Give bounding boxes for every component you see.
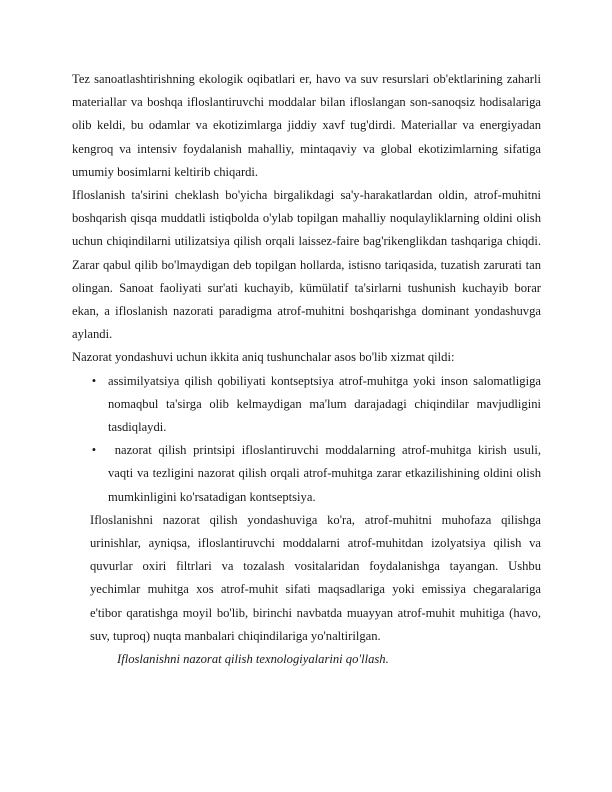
list-item — [72, 439, 545, 509]
paragraph-control-approach: Ifloslanishni nazorat qilish yondashuviga ko'ra, atrof-muhitni muhofaza qilishga urinishlar, ayniqsa, ifloslantiruvchi moddalarni atrof-muhitdan izolyatsiya qilish va quvurlar oxiri filtrlari va tozalash vositalaridan foydalanishga tayangan. Ushbu yechimlar muhitga xos atrof-muhit sifati maqsadlariga yoki emissiya chegaralariga e'tibor qaratishga moyil bo'lib, birinchi navbatda muayyan atrof-muhit muhitiga (havo, suv, tuproq) nuqta manbalari chiqindilariga yo'naltirilgan. — [90, 512, 541, 643]
bullet-icon: • — [91, 373, 97, 388]
section-heading: Ifloslanishni nazorat qilish texnologiyalarini qo'llash. — [117, 652, 389, 667]
paragraph-history: Ifloslanish ta'sirini cheklash bo'yicha birgalikdagi sa'y-harakatlardan oldin, atrof-muhitni boshqarish qisqa muddatli istiqbolda o'ylab topilgan mahalliy noqulayliklarning oldini olish uchun chiqindilarni utilizatsiya qilish orqali laissez-faire bag'rikenglikdan tashqariga chiqdi. Zarar qabul qilib bo'lmaydigan deb topilgan hollarda, istisno tariqasida, tuzatish zarurati tan olingan. Sanoat faoliyati sur'ati kuchayib, kümülatif ta'sirlarni tushunish kuchayib borar ekan, a ifloslanish nazorati paradigma atrof-muhitni boshqarishga dominant yondashuvga aylandi. — [72, 188, 541, 342]
paragraph-intro: Tez sanoatlashtirishning ekologik oqibatlari er, havo va suv resurslari ob'ektlarining zaharli materiallar va boshqa ifloslantiruvchi moddalar bilan ifloslangan son-sanoqsiz hodisalariga olib keldi, bu odamlar va ekotizimlarga jiddiy xavf tug'dirdi. Materiallar va energiyadan kengroq va intensiv foydalanish mahalliy, mintaqaviy va global ekotizimlarning sifatiga umumiy bosimlarni keltirib chiqardi. — [72, 72, 541, 179]
concepts-list — [72, 370, 545, 509]
list-item-text: assimilyatsiya qilish qobiliyati kontseptsiya atrof-muhitga yoki inson salomatligiga nomaqbul ta'sirga olib kelmaydigan ma'lum darajadagi chiqindilar mavjudligini tasdiqlaydi. — [108, 373, 541, 435]
bullet-icon: • — [91, 443, 97, 458]
paragraph-concepts-intro: Nazorat yondashuvi uchun ikkita aniq tushunchalar asos bo'lib xizmat qildi: — [72, 350, 455, 365]
list-item — [72, 370, 541, 440]
list-item-text: nazorat qilish printsipi ifloslantiruvchi moddalarning atrof-muhitga kirish usuli, vaqti va tezligini nazorat qilish orqali atrof-muhitga zarar etkazilishining oldini olish mumkinligini ko'rsatadigan kontseptsiya. — [108, 443, 545, 504]
document-page — [72, 68, 545, 671]
